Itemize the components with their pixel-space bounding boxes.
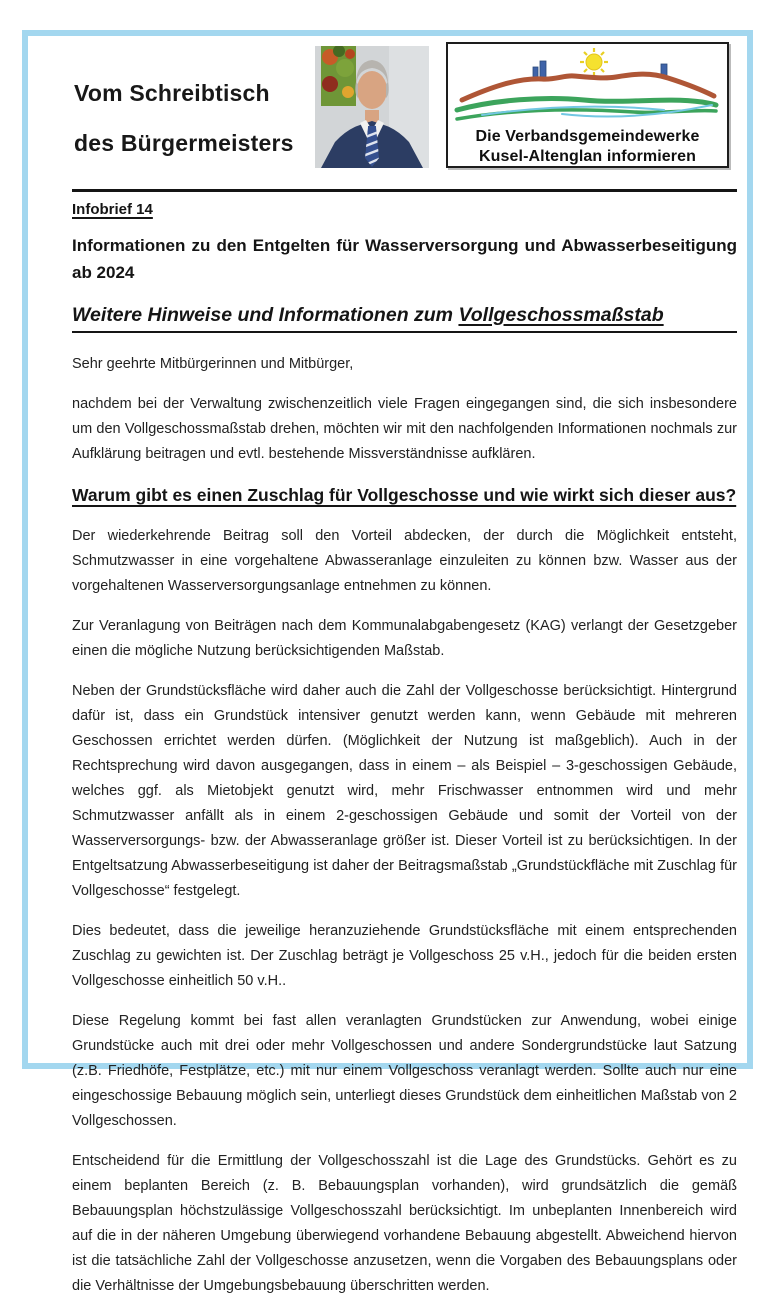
sun-icon [580,48,608,76]
salutation: Sehr geehrte Mitbürgerinnen und Mitbürger, [72,355,354,372]
sub-heading-term: Vollgeschossmaßstab [458,303,664,326]
body-paragraph-6: Entscheidend für die Ermittlung der Vollgeschosszahl ist die Lage des Grundstücks. Gehört es zu einem beplanten Bereich (z. B. Bebauungsplan vorhanden), wird grundsätzlich die gemäß Bebauungsplan höchstzulässige Vollgeschosszahl berücksichtigt. Im unbeplanten Innenbereich wird auf die in der näheren Umgebung überwiegend vorhandene Bebauung abgestellt. Abweichend hiervon ist die tatsächliche Zahl der Vollgeschosse anzusetzen, wenn die Vorgaben des Bebauungsplans oder die Verhältnisse der Umgebungsbebauung überschritten werden. [72,1152,737,1294]
body-paragraph-3: Neben der Grundstücksfläche wird daher auch die Zahl der Vollgeschosse berücksichtigt. Hintergrund dafür ist, dass ein Grundstück intensiver genutzt werden kann, wenn Gebäude mit mehreren Geschossen errichtet werden dürfen. (Möglichkeit der Nutzung ist maßgeblich). Auch in der Rechtsprechung wird davon ausgegangen, dass in einem – als Beispiel – 3-geschossigen Gebäude, welches ggf. als Mietobjekt genutzt wird, mehr Frischwasser entnommen wird und mehr Schmutzwasser anfällt als in einem 2-geschossigen Gebäude und somit der Vorteil von der Wasserversorgungs- bzw. der Abwasseranlage größer ist. Dieser Vorteil ist zu berücksichtigen. In der Entgeltsatzung Abwasserbeseitigung ist daher der Beitragsmaßstab „Grundstückfläche mit Zuschlag für Vollgeschosse“ festgelegt. [72,682,737,899]
body-paragraph-5: Diese Regelung kommt bei fast allen veranlagten Grundstücken zur Anwendung, wobei einige Grundstücke auch mit drei oder mehr Vollgeschossen und andere Sondergrundstücke laut Satzung (z.B. Friedhöfe, Festplätze, etc.) mit nur einem Vollgeschoss veranlagt werden. Sollte auch nur eine eingeschossige Bebauung möglich sein, unterliegt dieses Grundstück dem einheitlichen Maßstab von 2 Vollgeschossen. [72,1012,737,1129]
mayor-photo [315,46,429,168]
sub-heading [72,303,737,333]
masthead-title-line2: des Bürgermeisters [74,130,294,156]
body-paragraph-1: Der wiederkehrende Beitrag soll den Vorteil abdecken, der durch die Möglichkeit entsteht, Schmutzwasser in eine vorgehaltene Abwasseranlage einzuleiten zu können bzw. Wasser aus der vorgehaltenen Wasserversorgungsanlage entnehmen zu können. [72,527,737,594]
hills-drawing [457,74,716,119]
main-heading: Informationen zu den Entgelten für Wasserversorgung und Abwasserbeseitigung ab 2024 [72,235,737,282]
issue-label: Infobrief 14 [72,200,153,218]
masthead-title-line1: Vom Schreibtisch [74,80,270,106]
document-content [72,42,737,1299]
section-heading: Warum gibt es einen Zuschlag für Vollgeschosse und wie wirkt sich dieser aus? [72,484,737,505]
body-paragraph-2: Zur Veranlagung von Beiträgen nach dem Kommunalabgabengesetz (KAG) verlangt der Gesetzgeber einen die mögliche Nutzung berücksichtigenden Maßstab. [72,617,737,659]
logo-box [446,42,729,168]
logo-text-line1: Die Verbandsgemeindewerke [475,128,700,145]
header-divider [72,189,737,192]
body-paragraph-4: Dies bedeutet, dass die jeweilige heranzuziehende Grundstücksfläche mit einem entsprechenden Zuschlag zu gewichten ist. Der Zuschlag beträgt je Vollgeschoss 25 v.H., jedoch für die beiden ersten Vollgeschosse einheitlich 50 v.H.. [72,922,737,989]
intro-paragraph: nachdem bei der Verwaltung zwischenzeitlich viele Fragen eingegangen sind, die sich insbesondere um den Vollgeschossmaßstab drehen, möchten wir mit den nachfolgenden Informationen nochmals zur Aufklärung beitragen und evtl. bestehende Missverständnisse aufklären. [72,395,737,462]
painting [321,46,356,106]
sub-heading-prefix: Weitere Hinweise und Informationen zum [72,303,459,326]
masthead [72,42,737,189]
mayor-photo-image [315,46,429,168]
masthead-title [74,80,294,156]
landscape-logo-drawing [454,48,721,126]
logo-text [448,127,727,167]
logo-text-line2: Kusel-Altenglan informieren [479,148,696,165]
